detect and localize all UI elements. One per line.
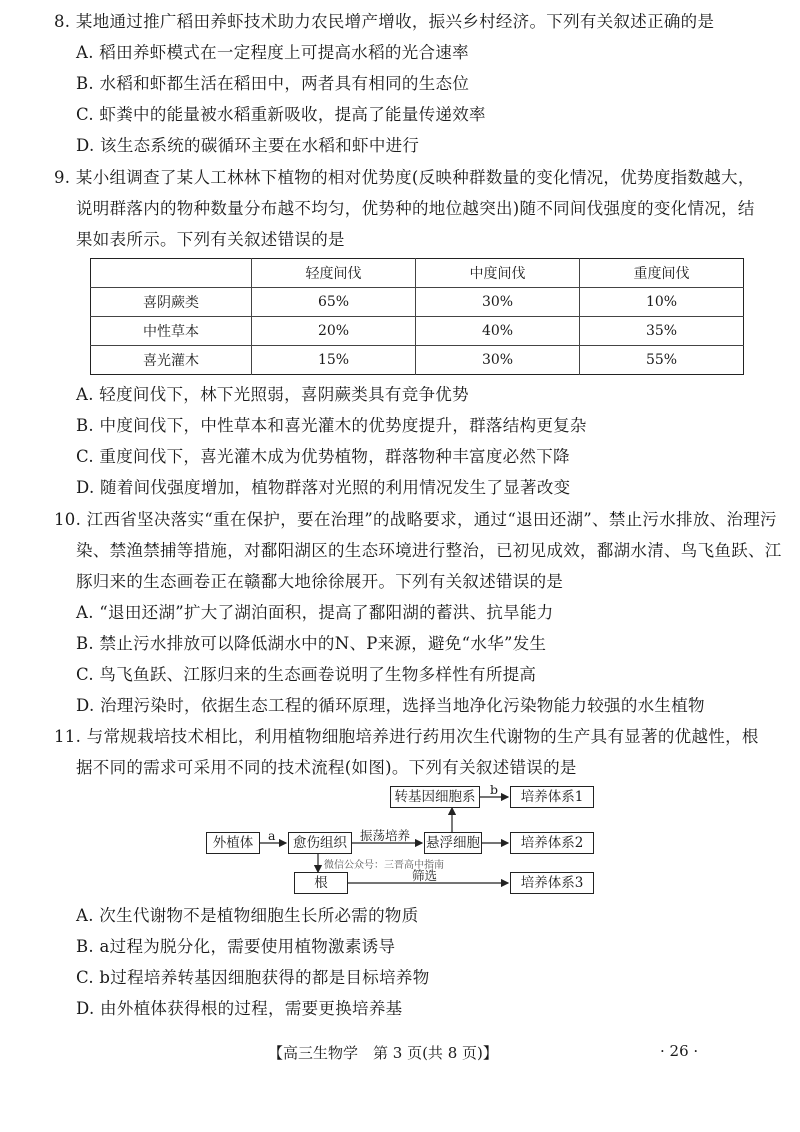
page-footer-code: · 26 · xyxy=(660,1042,699,1060)
table-header-cell: 重度间伐 xyxy=(580,259,744,288)
label-b: b xyxy=(490,782,499,797)
table-cell: 20% xyxy=(252,317,416,346)
box-transgenic: 转基因细胞系 xyxy=(390,786,480,808)
table-header-cell xyxy=(91,259,252,288)
q10-option-c: C. 鸟飞鱼跃、江豚归来的生态画卷说明了生物多样性有所提高 xyxy=(76,665,537,684)
table-header-cell: 中度间伐 xyxy=(416,259,580,288)
table-cell: 10% xyxy=(580,288,744,317)
q9-stem-line-2: 说明群落内的物种数量分布越不均匀，优势种的地位越突出)随不同间伐强度的变化情况，结 xyxy=(76,199,755,218)
q8-option-d: D. 该生态系统的碳循环主要在水稻和虾中进行 xyxy=(76,136,420,155)
q10-stem-line-2: 染、禁渔禁捕等措施，对鄱阳湖区的生态环境进行整治，已初见成效，鄱湖水清、鸟飞鱼跃、江 xyxy=(76,541,782,560)
q9-option-a: A. 轻度间伐下，林下光照弱，喜阴蕨类具有竞争优势 xyxy=(76,385,469,404)
table-row xyxy=(91,317,744,346)
box-callus: 愈伤组织 xyxy=(288,832,352,854)
label-screen: 筛选 xyxy=(412,868,438,883)
table-row xyxy=(91,346,744,375)
q10-stem-line-3: 豚归来的生态画卷正在赣鄱大地徐徐展开。下列有关叙述错误的是 xyxy=(76,572,564,591)
q8-stem: 8. 某地通过推广稻田养虾技术助力农民增产增收，振兴乡村经济。下列有关叙述正确的是 xyxy=(54,12,715,31)
q11-stem-line-1: 11. 与常规栽培技术相比，利用植物细胞培养进行药用次生代谢物的生产具有显著的优越性，根 xyxy=(54,727,759,746)
box-explant: 外植体 xyxy=(206,832,260,854)
box-suspension: 悬浮细胞 xyxy=(424,832,482,854)
table-cell: 30% xyxy=(416,288,580,317)
q11-flow-diagram xyxy=(200,780,620,900)
q8-option-b: B. 水稻和虾都生活在稻田中，两者具有相同的生态位 xyxy=(76,74,470,93)
q9-option-d: D. 随着间伐强度增加，植物群落对光照的利用情况发生了显著改变 xyxy=(76,478,571,497)
q9-data-table xyxy=(90,258,744,375)
q11-option-a: A. 次生代谢物不是植物细胞生长所必需的物质 xyxy=(76,906,419,925)
table-cell: 55% xyxy=(580,346,744,375)
label-a: a xyxy=(268,828,276,843)
table-row-label: 喜阴蕨类 xyxy=(91,288,252,317)
q9-stem-line-1: 9. 某小组调查了某人工林林下植物的相对优势度(反映种群数量的变化情况，优势度指数越大， xyxy=(54,168,755,187)
table-header-row xyxy=(91,259,744,288)
table-row-label: 中性草本 xyxy=(91,317,252,346)
q11-option-c: C. b过程培养转基因细胞获得的都是目标培养物 xyxy=(76,968,430,987)
q10-option-d: D. 治理污染时，依据生态工程的循环原理，选择当地净化污染物能力较强的水生植物 xyxy=(76,696,705,715)
q10-option-b: B. 禁止污水排放可以降低湖水中的N、P来源，避免“水华”发生 xyxy=(76,634,547,653)
q9-option-c: C. 重度间伐下，喜光灌木成为优势植物，群落物种丰富度必然下降 xyxy=(76,447,570,466)
watermark-text: 微信公众号：三晋高中指南 xyxy=(324,860,444,871)
q8-option-c: C. 虾粪中的能量被水稻重新吸收，提高了能量传递效率 xyxy=(76,105,486,124)
table-cell: 35% xyxy=(580,317,744,346)
table-row xyxy=(91,288,744,317)
box-system1: 培养体系1 xyxy=(510,786,594,808)
q10-stem-line-1: 10. 江西省坚决落实“重在保护，要在治理”的战略要求，通过“退田还湖”、禁止污水排放、治理污 xyxy=(54,510,777,529)
table-row-label: 喜光灌木 xyxy=(91,346,252,375)
q8-option-a: A. 稻田养虾模式在一定程度上可提高水稻的光合速率 xyxy=(76,43,469,62)
box-root: 根 xyxy=(294,872,348,894)
q11-option-d: D. 由外植体获得根的过程，需要更换培养基 xyxy=(76,999,403,1018)
q9-option-b: B. 中度间伐下，中性草本和喜光灌木的优势度提升，群落结构更复杂 xyxy=(76,416,587,435)
q11-option-b: B. a过程为脱分化，需要使用植物激素诱导 xyxy=(76,937,396,956)
q11-stem-line-2: 据不同的需求可采用不同的技术流程(如图)。下列有关叙述错误的是 xyxy=(76,758,577,777)
table-cell: 40% xyxy=(416,317,580,346)
q10-option-a: A. “退田还湖”扩大了湖泊面积，提高了鄱阳湖的蓄洪、抗旱能力 xyxy=(76,603,554,622)
table-cell: 65% xyxy=(252,288,416,317)
box-system2: 培养体系2 xyxy=(510,832,594,854)
box-system3: 培养体系3 xyxy=(510,872,594,894)
label-shake: 振荡培养 xyxy=(360,828,411,843)
table-header-cell: 轻度间伐 xyxy=(252,259,416,288)
page-footer-title: 【高三生物学 第 3 页(共 8 页)】 xyxy=(268,1044,498,1062)
q9-stem-line-3: 果如表所示。下列有关叙述错误的是 xyxy=(76,230,345,249)
table-cell: 15% xyxy=(252,346,416,375)
table-cell: 30% xyxy=(416,346,580,375)
